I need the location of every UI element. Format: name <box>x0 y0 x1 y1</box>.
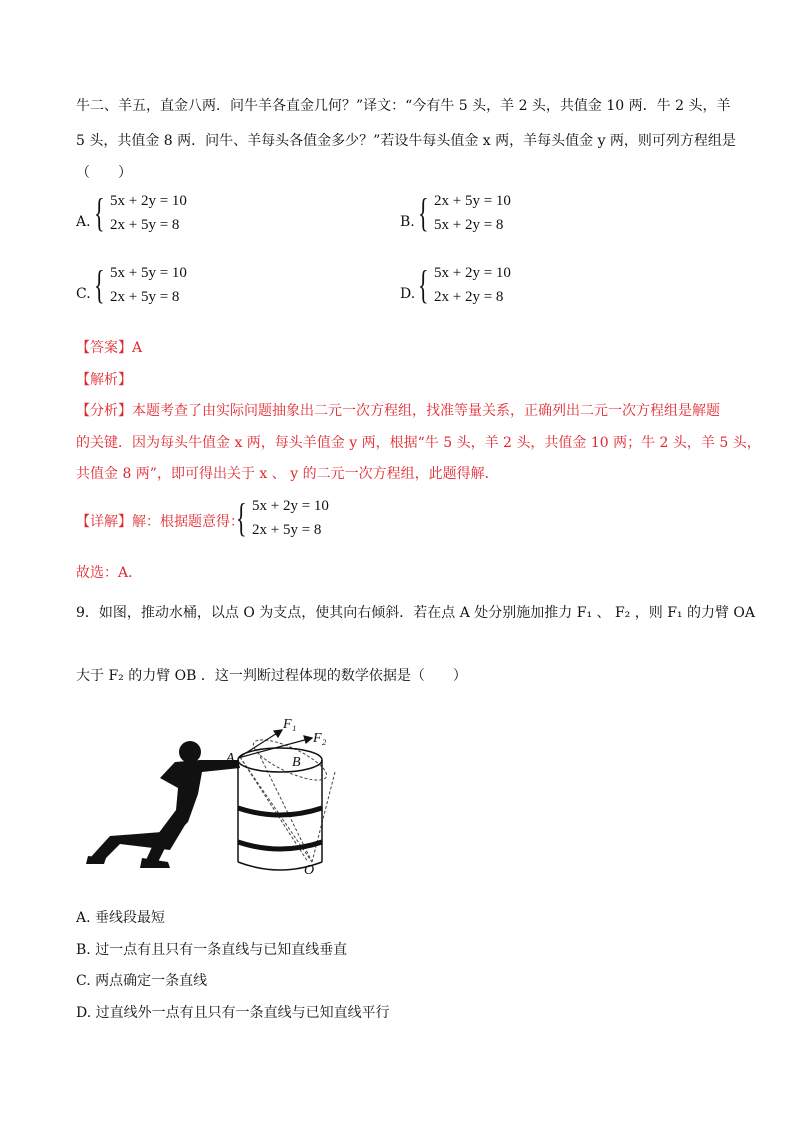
option-a-label: A. <box>76 214 91 230</box>
problem9-option-b: B. 过一点有且只有一条直线与已知直线垂直 <box>76 942 348 958</box>
brace-icon: { <box>236 495 247 540</box>
option-c-eq2: 2x + 5y = 8 <box>110 289 180 305</box>
person-silhouette <box>86 741 240 868</box>
brace-icon: { <box>418 262 429 307</box>
problem8-line1: 牛二、羊五，直金八两．问牛羊各直金几何？”译文：“今有牛 5 头，羊 2 头，共值金 10 两．牛 2 头，羊 <box>76 98 731 114</box>
brace-icon: { <box>94 190 105 235</box>
label-a: A <box>226 751 235 766</box>
option-a-eq1: 5x + 2y = 10 <box>110 193 187 209</box>
figure-bucket-push <box>80 712 370 882</box>
problem8-blank: （ ） <box>76 165 132 181</box>
detail-label: 【详解】解：根据题意得： <box>76 514 244 530</box>
option-b-label: B. <box>400 214 415 230</box>
detail-system <box>236 494 329 542</box>
analysis-line3: 共值金 8 两”，即可得出关于 x 、 y 的二元一次方程组，此题得解． <box>76 466 499 482</box>
problem8-line2: 5 头，共值金 8 两．问牛、羊每头各值金多少？”若设牛每头值金 x 两，羊每头值金 y 两，则可列方程组是 <box>76 133 736 149</box>
detail-eq2: 2x + 5y = 8 <box>252 522 322 538</box>
option-b-eq1: 2x + 5y = 10 <box>434 193 511 209</box>
option-b-eq2: 5x + 2y = 8 <box>434 217 504 233</box>
problem9-option-c: C. 两点确定一条直线 <box>76 973 208 989</box>
answer: 【答案】A <box>76 340 143 356</box>
option-d-eq2: 2x + 2y = 8 <box>434 289 504 305</box>
bucket-cylinder <box>238 748 322 870</box>
analysis-heading: 【解析】 <box>76 372 132 388</box>
force-arrows <box>238 730 312 758</box>
detail-eq1: 5x + 2y = 10 <box>252 498 329 514</box>
analysis-line1: 【分析】本题考查了由实际问题抽象出二元一次方程组，找准等量关系，正确列出二元一次方程组是解题 <box>76 403 720 419</box>
option-c-eq1: 5x + 5y = 10 <box>110 265 187 281</box>
brace-icon: { <box>94 262 105 307</box>
label-f2: F₂ <box>313 731 327 746</box>
label-b: B <box>292 755 301 770</box>
label-o: O <box>304 863 315 878</box>
analysis-line2: 的关键．因为每头牛值金 x 两，每头羊值金 y 两，根据“牛 5 头，羊 2 头，共值金 10 两；牛 2 头，羊 5 头， <box>76 435 761 451</box>
option-c-label: C. <box>76 286 91 302</box>
option-b-system <box>418 189 511 237</box>
option-d-system <box>418 261 511 309</box>
brace-icon: { <box>418 190 429 235</box>
option-d-eq1: 5x + 2y = 10 <box>434 265 511 281</box>
option-d-label: D. <box>400 286 416 302</box>
problem9-line1: 9．如图，推动水桶，以点 O 为支点，使其向右倾斜．若在点 A 处分别施加推力 F₁ 、 F₂ ，则 F₁ 的力臂 OA <box>76 605 756 621</box>
problem9-line2: 大于 F₂ 的力臂 OB ．这一判断过程体现的数学依据是（ ） <box>76 668 467 684</box>
option-a-eq2: 2x + 5y = 8 <box>110 217 180 233</box>
option-a-system <box>94 189 187 237</box>
option-c-system <box>94 261 187 309</box>
conclusion: 故选：A． <box>76 565 143 581</box>
label-f1: F₁ <box>283 717 297 732</box>
problem9-option-d: D. 过直线外一点有且只有一条直线与已知直线平行 <box>76 1005 390 1021</box>
problem9-option-a: A. 垂线段最短 <box>76 910 166 926</box>
